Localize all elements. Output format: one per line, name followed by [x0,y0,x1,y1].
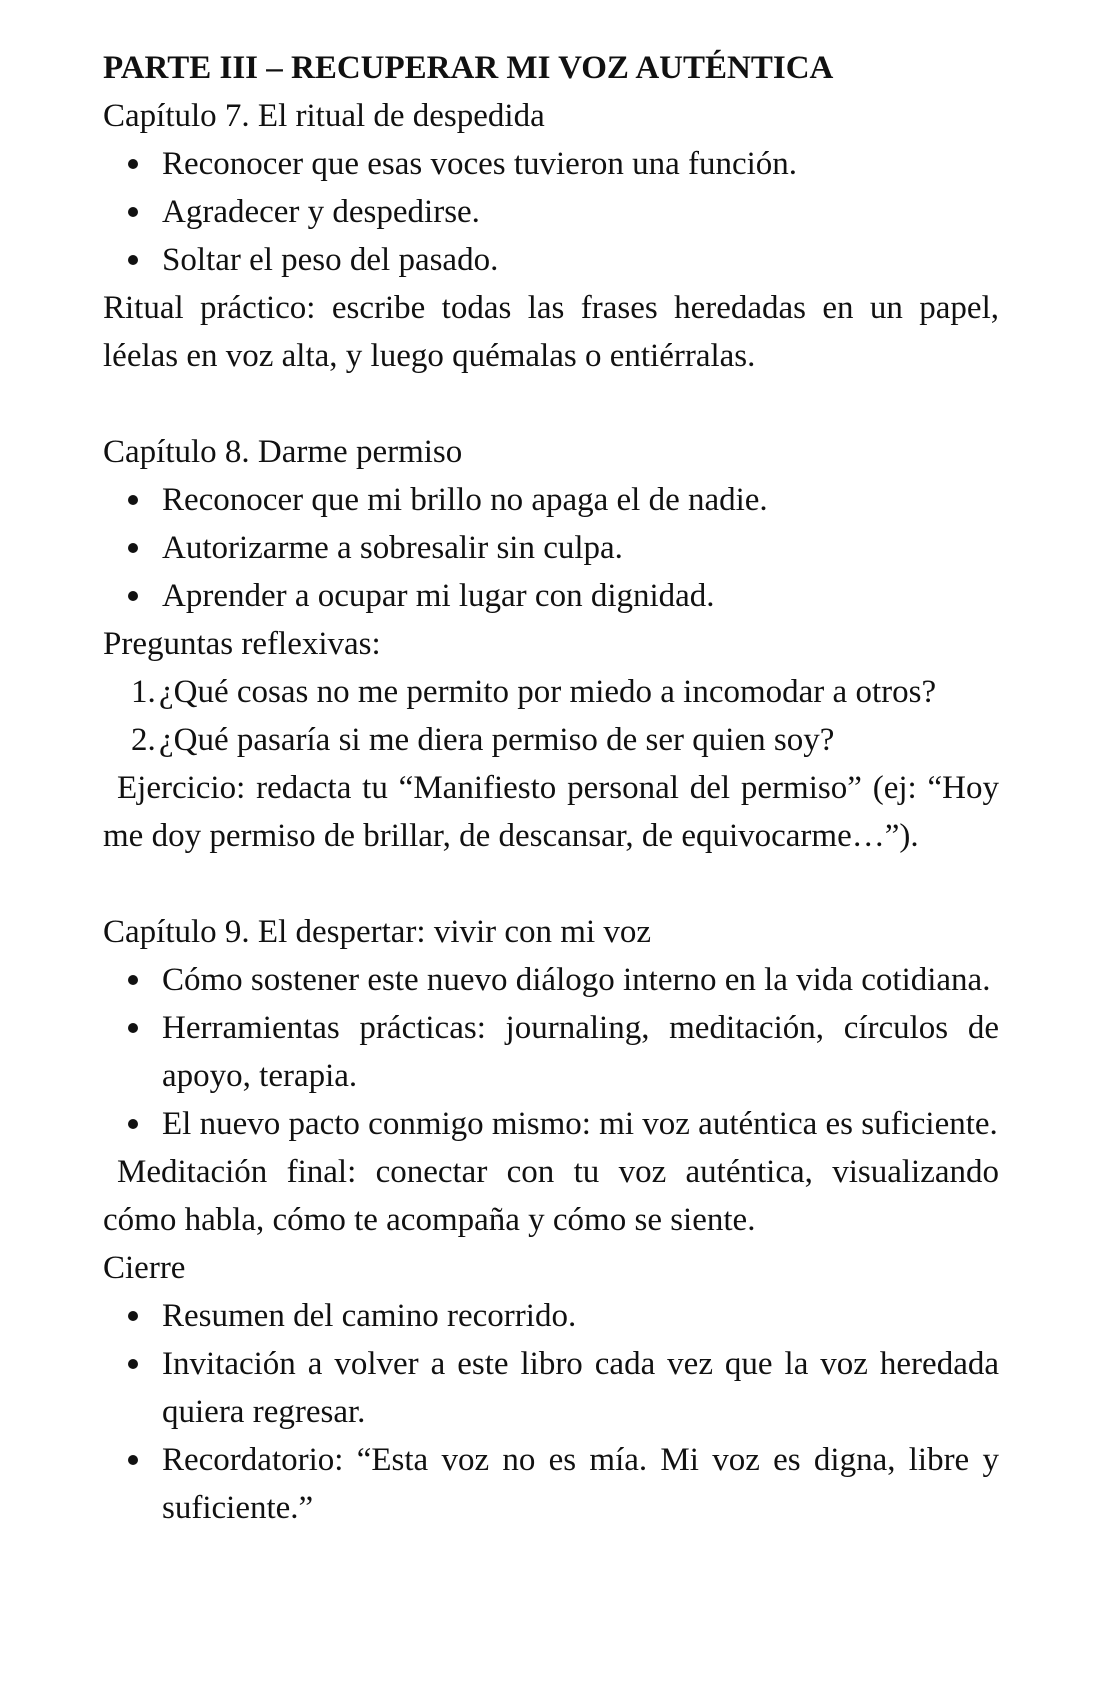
chapter-9-title: Capítulo 9. El despertar: vivir con mi voz [103,914,652,950]
list-item: Recordatorio: “Esta voz no es mía. Mi voz es digna, libre y suficiente.” [103,1436,999,1532]
list-item: Aprender a ocupar mi lugar con dignidad. [103,572,999,620]
list-item: Reconocer que esas voces tuvieron una función. [103,140,999,188]
chapter-7-bullet-list [103,140,999,284]
list-item: Invitación a volver a este libro cada vez que la voz heredada quiera regresar. [103,1340,999,1436]
chapter-8-exercise: Ejercicio: redacta tu “Manifiesto personal del permiso” (ej: “Hoy me doy permiso de brillar, de descansar, de equivocarme…”). [103,770,999,854]
bullet-icon [128,975,138,985]
bullet-icon [128,1311,138,1321]
list-item: 1. ¿Qué cosas no me permito por miedo a incomodar a otros? [103,668,999,716]
bullet-icon [128,591,138,601]
list-item: Agradecer y despedirse. [103,188,999,236]
list-item: Autorizarme a sobresalir sin culpa. [103,524,999,572]
chapter-9-bullet-list [103,956,999,1148]
chapter-8-title: Capítulo 8. Darme permiso [103,434,463,470]
bullet-icon [128,1119,138,1129]
list-item: Resumen del camino recorrido. [103,1292,999,1340]
chapter-7-title: Capítulo 7. El ritual de despedida [103,98,545,134]
bullet-icon [128,255,138,265]
bullet-icon [128,495,138,505]
list-item: Soltar el peso del pasado. [103,236,999,284]
list-number: 1. [131,674,156,710]
part-title: PARTE III – RECUPERAR MI VOZ AUTÉNTICA [103,50,834,86]
bullet-icon [128,159,138,169]
document-page [103,44,999,1532]
spacer [103,380,999,428]
spacer [103,860,999,908]
bullet-icon [128,207,138,217]
list-number: 2. [131,722,156,758]
chapter-9-meditation: Meditación final: conectar con tu voz auténtica, visualizando cómo habla, cómo te acompaña y cómo se siente. [103,1154,999,1238]
bullet-icon [128,543,138,553]
closing-title: Cierre [103,1250,186,1286]
list-item: 2. ¿Qué pasaría si me diera permiso de ser quien soy? [103,716,999,764]
bullet-icon [128,1359,138,1369]
chapter-8-bullet-list [103,476,999,620]
chapter-8-question-list [103,668,999,764]
chapter-7-ritual: Ritual práctico: escribe todas las frases heredadas en un papel, léelas en voz alta, y luego quémalas o entiérralas. [103,290,999,374]
bullet-icon [128,1455,138,1465]
list-item: Reconocer que mi brillo no apaga el de nadie. [103,476,999,524]
list-item: El nuevo pacto conmigo mismo: mi voz auténtica es suficiente. [103,1100,999,1148]
list-item: Cómo sostener este nuevo diálogo interno en la vida cotidiana. [103,956,999,1004]
bullet-icon [128,1023,138,1033]
list-item: Herramientas prácticas: journaling, meditación, círculos de apoyo, terapia. [103,1004,999,1100]
chapter-8-questions-label: Preguntas reflexivas: [103,626,381,662]
closing-bullet-list [103,1292,999,1532]
